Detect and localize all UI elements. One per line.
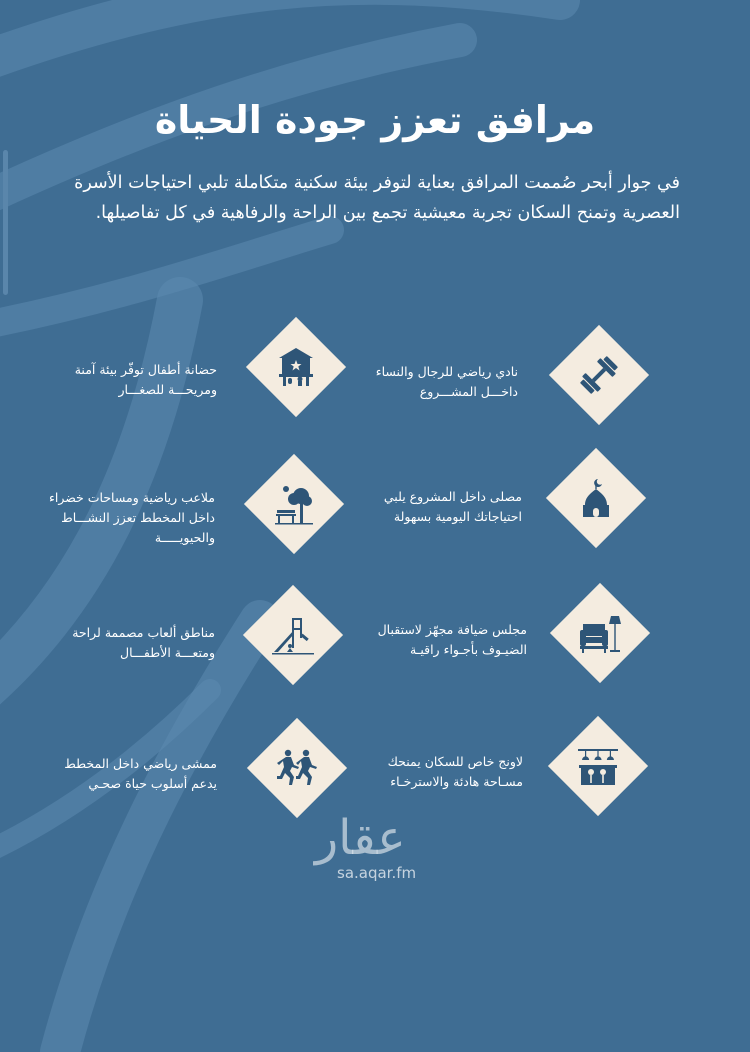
slide-playground-icon (270, 612, 316, 658)
walkway-label: ممشى رياضي داخل المخطط يدعم أسلوب حياة صحـي (64, 756, 217, 791)
majlis-diamond (554, 587, 646, 679)
lounge-bar-icon (575, 743, 621, 789)
park-label: ملاعب رياضية ومساحات خضراء داخل المخطط تعزز النشـــاط والحيويـــــة (48, 490, 215, 545)
lounge-diamond (552, 720, 644, 812)
watermark-url: sa.aqar.fm (337, 864, 417, 882)
gym-diamond (553, 329, 645, 421)
mosque-label: مصلى داخل المشروع يلبي احتياجاتك اليومية بسهولة (383, 489, 522, 524)
park-diamond (248, 458, 340, 550)
nursery-label: حضانة أطفال توفّر بيئة آمنة ومريحـــة للصغـــار (74, 362, 217, 397)
gym-label: نادي رياضي للرجال والنساء داخـــل المشـــروع (375, 364, 518, 399)
walkway-diamond (251, 722, 343, 814)
mosque-diamond (550, 452, 642, 544)
mosque-dome-icon (573, 475, 619, 521)
playground-label: مناطق ألعاب مصممة لراحة ومتعـــة الأطفـــال (72, 625, 215, 660)
intro-paragraph: في جوار أبحر صُممت المرافق بعناية لتوفر بيئة سكنية متكاملة تلبي احتياجات الأسرة العصرية وتمنح السكان تجربة معيشية تجمع بين الراحة والرفاهية في كل تفاصيلها. (74, 173, 680, 223)
dumbbell-icon (576, 352, 622, 398)
lounge-label: لاونج خاص للسكان يمنحك مسـاحة هادئة والاسترخـاء (387, 754, 523, 789)
nursery-building-icon (273, 344, 319, 390)
page-title: مرافق تعزز جودة الحياة (154, 98, 596, 142)
side-scroll-bar (3, 150, 8, 295)
runners-icon (274, 745, 320, 791)
nursery-diamond (250, 321, 342, 413)
majlis-label: مجلس ضيافة مجهّز لاستقبال الضيـوف بأجـواء راقيـة (377, 622, 527, 657)
watermark-brand: عقار (315, 810, 406, 866)
tree-bench-icon (271, 481, 317, 527)
armchair-lamp-icon (577, 610, 623, 656)
playground-diamond (247, 589, 339, 681)
